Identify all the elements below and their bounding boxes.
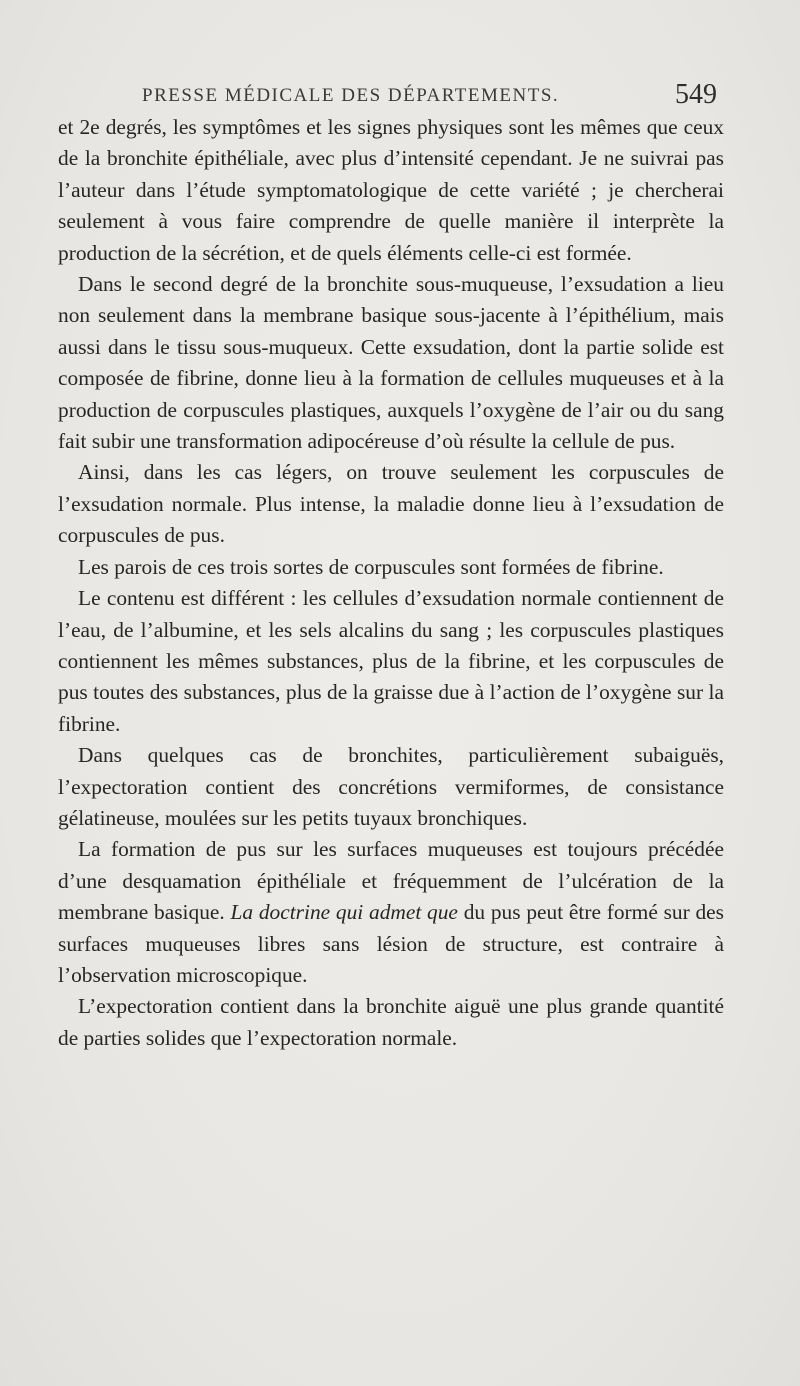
page-header — [142, 79, 717, 113]
paragraph-text: du pus peut être formé sur des surfaces muqueuses libres sans lésion de structure, est contraire à l’observation microscopique. — [58, 900, 725, 987]
running-title: PRESSE MÉDICALE DES DÉPARTEMENTS. — [142, 85, 560, 106]
italic-phrase: La doctrine qui admet que — [230, 900, 458, 925]
paragraph: Le contenu est différent : les cellules d’exsudation normale contiennent de l’eau, de l’albumine, et les sels alcalins du sang ; les corpuscules plastiques contiennent les mêmes substances, plus de la fibrine, et les corpuscules de pus toutes des substances, plus de la graisse due à l’action de l’oxygène sur la fibrine. — [58, 586, 724, 736]
paragraph-text: La formation de pus sur les surfaces muqueuses est toujours précédée d’une desquamation épithéliale et fréquemment de l’ulcération de la membrane basique. — [58, 837, 724, 925]
paragraph — [58, 834, 724, 991]
paragraph: Les parois de ces trois sortes de corpuscules sont formées de fibrine. — [78, 554, 664, 579]
page-number: 549 — [675, 79, 717, 110]
paragraph: Dans le second degré de la bronchite sous-muqueuse, l’exsudation a lieu non seulement dans la membrane basique sous-jacente à l’épithélium, mais aussi dans le tissu sous-muqueux. Cette exsudation, dont la partie solide est composée de fibrine, donne lieu à la formation de cellules muqueuses et à la production de corpuscules plastiques, auxquels l’oxygène de l’air ou du sang fait subir une transformation adipocéreuse d’où résulte la cellule de pus. — [58, 272, 724, 454]
paragraph: L’expectoration contient dans la bronchite aiguë une plus grande quantité de parties solides que l’expectoration normale. — [58, 994, 724, 1050]
paragraph: Ainsi, dans les cas légers, on trouve seulement les corpuscules de l’exsudation normale. Plus intense, la maladie donne lieu à l’exsudation de corpuscules de pus. — [58, 460, 724, 548]
body-text — [58, 112, 724, 1054]
paragraph: Dans quelques cas de bronchites, particulièrement subaiguës, l’expectoration contient des concrétions vermiformes, de consistance gélatineuse, moulées sur les petits tuyaux bronchiques. — [58, 743, 724, 830]
paragraph-continued: et 2e degrés, les symptômes et les signes physiques sont les mêmes que ceux de la bronchite épithéliale, avec plus d’intensité cependant. Je ne suivrai pas l’auteur dans l’étude symptomatologique de cette variété ; je chercherai seulement à vous faire comprendre de quelle manière il interprète la production de la sécrétion, et de quels éléments celle-ci est formée. — [58, 115, 724, 265]
